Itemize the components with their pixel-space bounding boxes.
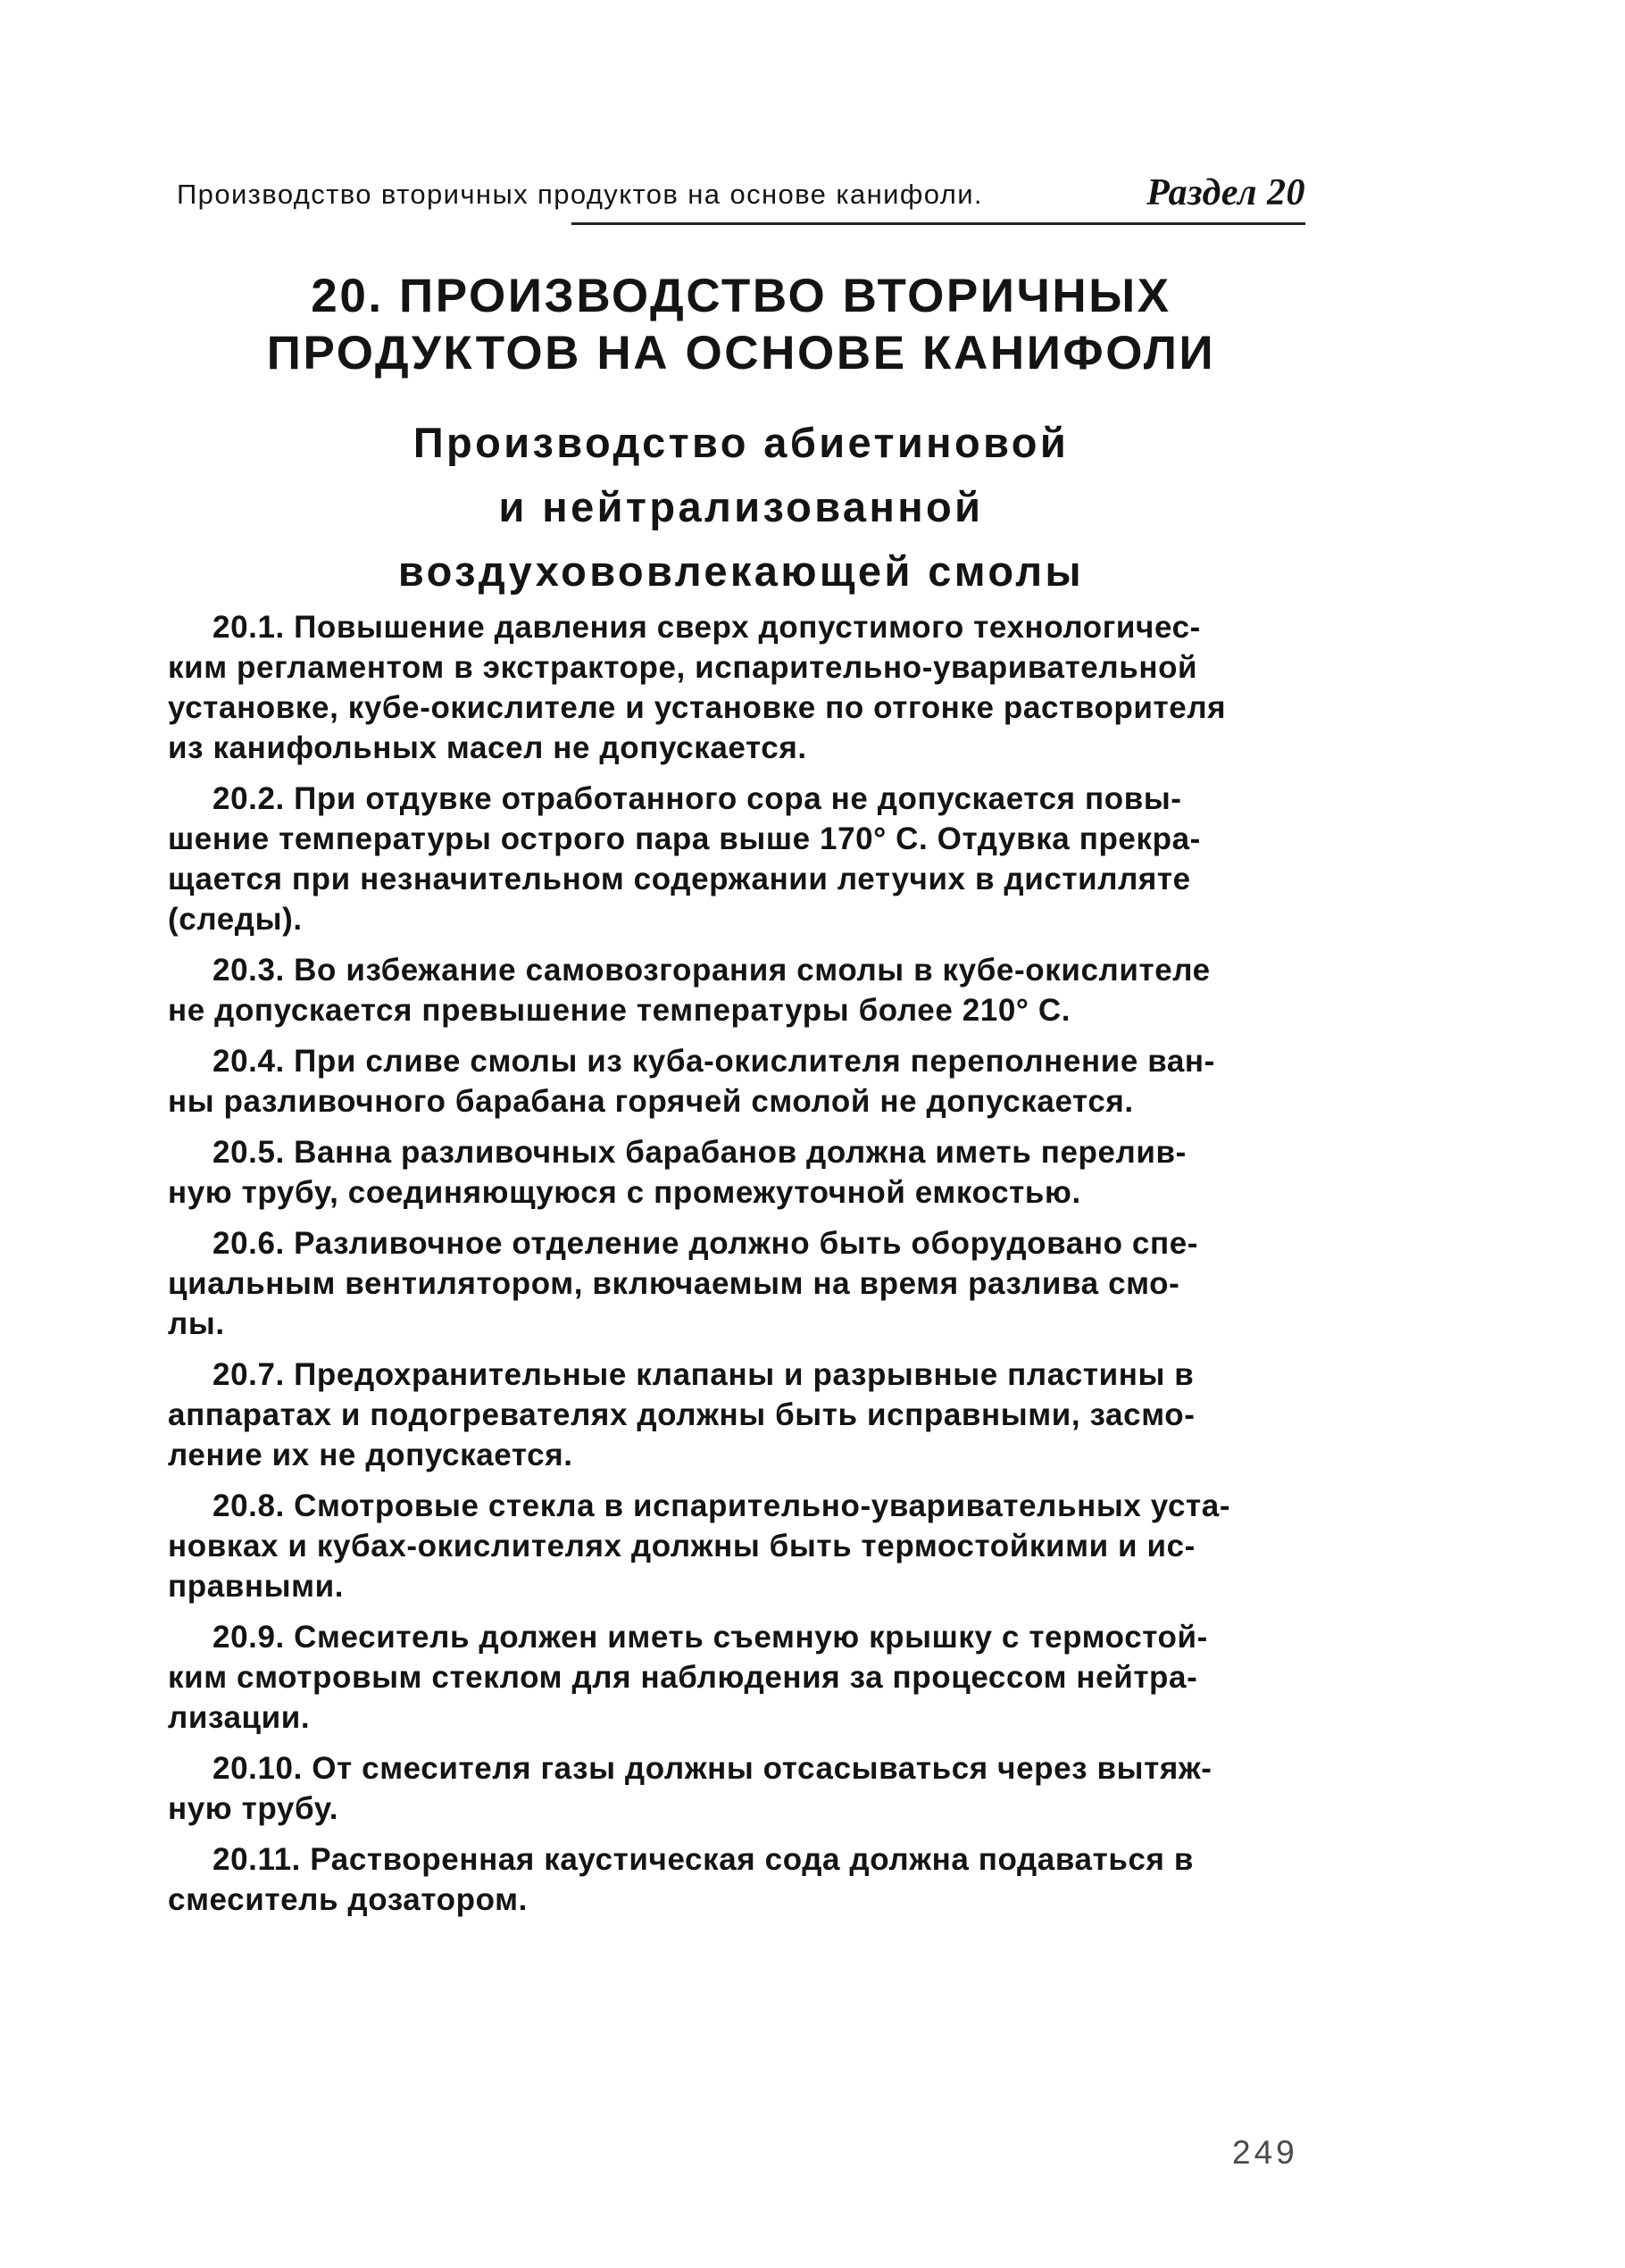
clause-line: правными. bbox=[168, 1569, 345, 1604]
chapter-title bbox=[177, 268, 1305, 382]
clause-line: ную трубу. bbox=[168, 1791, 339, 1826]
clause-20-2 bbox=[168, 779, 1320, 939]
clause-line: ление их не допускается. bbox=[168, 1438, 573, 1472]
section-subtitle bbox=[177, 411, 1305, 604]
chapter-title-line: ПРОДУКТОВ НА ОСНОВЕ КАНИФОЛИ bbox=[266, 327, 1216, 379]
clause-20-8 bbox=[168, 1486, 1320, 1606]
clause-line: 20.9. Смеситель должен иметь съемную крышку с термостой- bbox=[212, 1620, 1208, 1655]
clause-line: 20.5. Ванна разливочных барабанов должна иметь перелив- bbox=[212, 1135, 1187, 1170]
clause-line: установке, кубе-окислителе и установке по отгонке растворителя bbox=[168, 690, 1227, 725]
clause-20-4 bbox=[168, 1041, 1320, 1121]
clause-line: 20.2. При отдувке отработанного сора не допускается повы- bbox=[212, 781, 1182, 816]
clause-line: ную трубу, соединяющуюся с промежуточной емкостью. bbox=[168, 1175, 1081, 1210]
clause-line: циальным вентилятором, включаемым на время разлива смо- bbox=[168, 1266, 1180, 1301]
clause-20-5 bbox=[168, 1132, 1320, 1213]
clause-line: щается при незначительном содержании летучих в дистилляте bbox=[168, 862, 1191, 896]
clause-line: 20.6. Разливочное отделение должно быть оборудовано спе- bbox=[212, 1226, 1199, 1261]
clause-20-10 bbox=[168, 1748, 1320, 1829]
section-label: Раздел 20 bbox=[1146, 172, 1305, 213]
clause-20-11 bbox=[168, 1839, 1320, 1920]
clause-line: 20.10. От смесителя газы должны отсасываться через вытяж- bbox=[212, 1751, 1212, 1786]
page-number: 249 bbox=[1232, 2134, 1298, 2171]
clause-line: не допускается превышение температуры более 210° С. bbox=[168, 993, 1071, 1028]
clause-line: лы. bbox=[168, 1306, 225, 1341]
clause-line: ны разливочного барабана горячей смолой не допускается. bbox=[168, 1084, 1134, 1119]
clause-20-9 bbox=[168, 1617, 1320, 1738]
clause-line: (следы). bbox=[168, 902, 303, 937]
running-header bbox=[177, 171, 1305, 227]
clause-20-6 bbox=[168, 1223, 1320, 1344]
header-rule bbox=[571, 222, 1305, 225]
subtitle-line: и нейтрализованной bbox=[498, 483, 984, 530]
clause-line: 20.7. Предохранительные клапаны и разрывные пластины в bbox=[212, 1357, 1195, 1392]
clause-line: аппаратах и подогревателях должны быть исправными, засмо- bbox=[168, 1397, 1196, 1432]
clause-line: 20.3. Во избежание самовозгорания смолы в кубе-окислителе bbox=[212, 953, 1211, 988]
clause-line: 20.11. Растворенная каустическая сода должна подаваться в bbox=[212, 1842, 1194, 1877]
clause-line: новках и кубах-окислителях должны быть термостойкими и ис- bbox=[168, 1529, 1196, 1563]
clause-list bbox=[168, 607, 1320, 1930]
clause-line: шение температуры острого пара выше 170° С. Отдувка прекра- bbox=[168, 821, 1201, 856]
clause-line: лизации. bbox=[168, 1700, 311, 1735]
running-title: Производство вторичных продуктов на основе канифоли. bbox=[177, 179, 983, 210]
clause-line: ким смотровым стеклом для наблюдения за процессом нейтра- bbox=[168, 1660, 1198, 1695]
clause-20-3 bbox=[168, 950, 1320, 1030]
clause-line: из канифольных масел не допускается. bbox=[168, 730, 807, 765]
clause-line: 20.4. При сливе смолы из куба-окислителя переполнение ван- bbox=[212, 1044, 1215, 1079]
clause-20-1 bbox=[168, 607, 1320, 768]
subtitle-line: воздухововлекающей смолы bbox=[397, 547, 1085, 595]
clause-line: 20.1. Повышение давления сверх допустимого технологичес- bbox=[212, 610, 1201, 645]
clause-line: 20.8. Смотровые стекла в испарительно-уваривательных уста- bbox=[212, 1488, 1231, 1523]
chapter-title-line: 20. ПРОИЗВОДСТВО ВТОРИЧНЫХ bbox=[311, 270, 1171, 322]
clause-line: смеситель дозатором. bbox=[168, 1882, 528, 1917]
clause-20-7 bbox=[168, 1355, 1320, 1475]
clause-line: ким регламентом в экстракторе, испарительно-уваривательной bbox=[168, 650, 1198, 685]
subtitle-line: Производство абиетиновой bbox=[412, 419, 1070, 466]
